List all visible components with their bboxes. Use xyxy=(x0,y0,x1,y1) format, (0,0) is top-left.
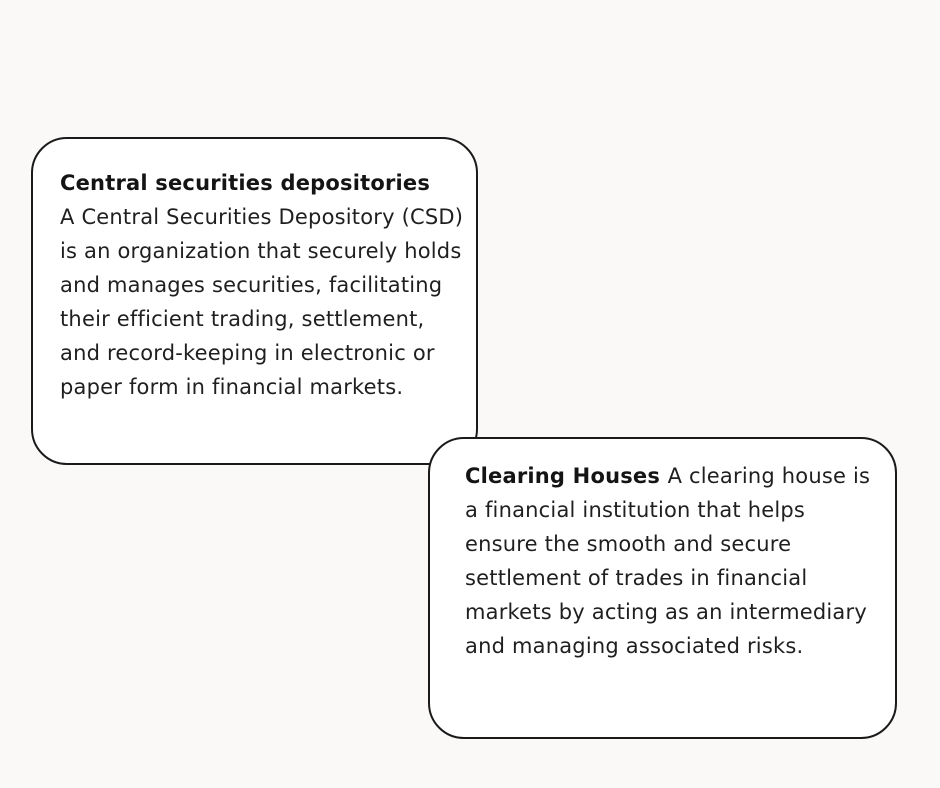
card-description: A Central Securities Depository (CSD) is an organization that securely holds and manages securities, facilitating their efficient trading, settlement, and record-keeping in electronic or paper form in financial markets. xyxy=(60,205,464,399)
card-central-securities-depositories xyxy=(31,137,478,465)
card-description: A clearing house is a financial institution that helps ensure the smooth and secure settlement of trades in financial markets by acting as an intermediary and managing associated risks. xyxy=(465,464,871,658)
card-clearing-houses xyxy=(428,437,897,739)
card-title: Central securities depositories xyxy=(60,171,431,195)
card-title: Clearing Houses xyxy=(465,464,668,488)
